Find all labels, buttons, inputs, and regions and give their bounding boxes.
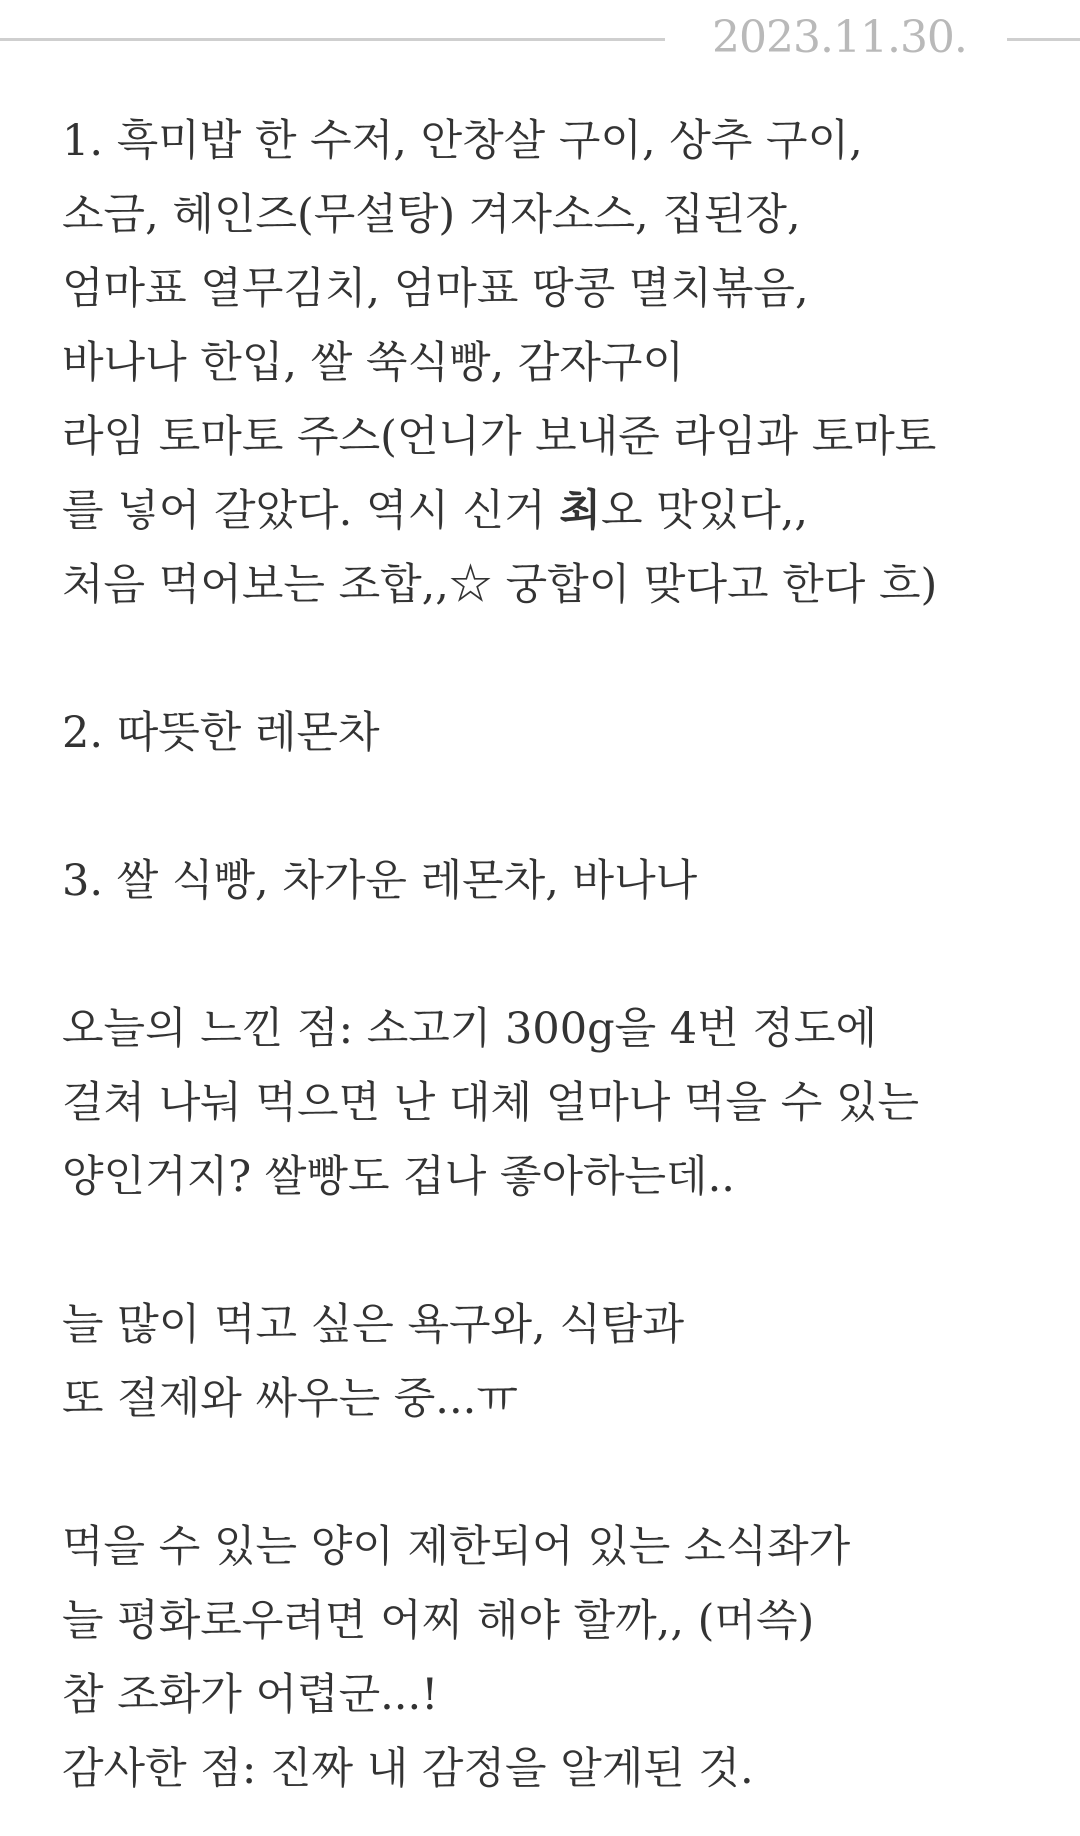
text-line: 처음 먹어보는 조합,,☆ 궁합이 맞다고 한다 흐): [62, 560, 938, 610]
text-line: 라임 토마토 주스(언니가 보내준 라임과 토마토: [62, 412, 937, 462]
struggle-paragraph: [62, 1288, 1062, 1436]
diary-entry: [62, 104, 1062, 1806]
paragraph-gap: [62, 918, 1062, 992]
divider-right: [1007, 38, 1080, 41]
text-line: 엄마표 열무김치, 엄마표 땅콩 멸치볶음,: [62, 264, 809, 314]
text-segment: 오 맛있다,,: [600, 486, 809, 536]
text-line: 양인거지? 쌀빵도 겁나 좋아하는데..: [62, 1152, 735, 1202]
text-segment: 를 넣어 갈았다. 역시 신거: [62, 486, 560, 536]
paragraph-gap: [62, 770, 1062, 844]
entry-date: 2023.11.30.: [712, 12, 967, 63]
text-line: 감사한 점: 진짜 내 감정을 알게된 것.: [62, 1744, 754, 1794]
text-line: 바나나 한입, 쌀 쑥식빵, 감자구이: [62, 338, 685, 388]
text-line: [62, 474, 1062, 548]
bold-text: 최: [559, 486, 601, 536]
reflection-paragraph: [62, 1510, 1062, 1806]
text-line: 늘 평화로우려면 어찌 해야 할까,, (머쓱): [62, 1596, 815, 1646]
text-line: 오늘의 느낀 점: 소고기 300g을 4번 정도에: [62, 1004, 877, 1054]
divider-left: [0, 38, 665, 41]
text-line: 1. 흑미밥 한 수저, 안창살 구이, 상추 구이,: [62, 116, 863, 166]
paragraph-gap: [62, 1214, 1062, 1288]
text-line: 늘 많이 먹고 싶은 욕구와, 식탐과: [62, 1300, 685, 1350]
text-line: 걸쳐 나눠 먹으면 난 대체 얼마나 먹을 수 있는: [62, 1078, 920, 1128]
text-line: 먹을 수 있는 양이 제한되어 있는 소식좌가: [62, 1522, 851, 1572]
feelings-paragraph: [62, 992, 1062, 1214]
paragraph-gap: [62, 622, 1062, 696]
meal-2: 2. 따뜻한 레몬차: [62, 708, 380, 758]
meal-1: [62, 104, 1062, 622]
date-header: [0, 0, 1080, 80]
paragraph-gap: [62, 1436, 1062, 1510]
meal-3: 3. 쌀 식빵, 차가운 레몬차, 바나나: [62, 856, 698, 906]
text-line: 소금, 헤인즈(무설탕) 겨자소스, 집된장,: [62, 190, 801, 240]
text-line: 참 조화가 어렵군...!: [62, 1670, 439, 1720]
text-line: 또 절제와 싸우는 중...ㅠ: [62, 1374, 518, 1424]
